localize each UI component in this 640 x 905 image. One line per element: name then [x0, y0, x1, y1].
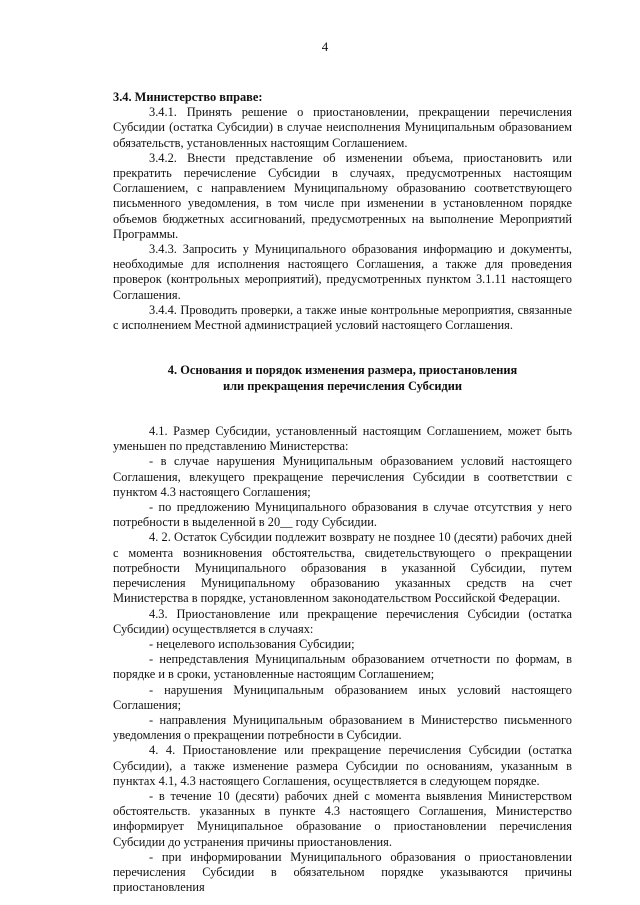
paragraph-4-3-item-4: - направления Муниципальным образованием в Министерство письменного уведомления о прекращении потребности в Субсидии.	[113, 712, 572, 743]
section-3-4-heading: 3.4. Министерство вправе:	[113, 90, 263, 104]
section-4-heading-line-1: 4. Основания и порядок изменения размера, приостановления	[167, 363, 518, 378]
paragraph-4-1-item-1: - в случае нарушения Муниципальным образованием условий настоящего Соглашения, влекущего прекращение перечисления Субсидии в соответствии с пунктом 4.3 настоящего Соглашения;	[113, 454, 572, 499]
section-gap	[113, 333, 572, 363]
paragraph-4-2: 4. 2. Остаток Субсидии подлежит возврату не позднее 10 (десяти) рабочих дней с момента возникновения обстоятельства, свидетельствующего о прекращении потребности Муниципального образования в указанной Субсидии, путем перечисления Муниципальному образованию указанных средств на счет Министерства в порядке, установленном законодательством Российской Федерации.	[113, 530, 572, 606]
paragraph-4-1: 4.1. Размер Субсидии, установленный настоящим Соглашением, может быть уменьшен по представлению Министерства:	[113, 424, 572, 454]
paragraph-4-1-item-2: - по предложению Муниципального образования в случае отсутствия у него потребности в выделенной в 20__ году Субсидии.	[113, 500, 572, 530]
paragraph-4-3-item-1: - нецелевого использования Субсидии;	[149, 636, 355, 651]
paragraph-4-3: 4.3. Приостановление или прекращение перечисления Субсидии (остатка Субсидии) осуществляется в случаях:	[113, 606, 572, 636]
paragraph-3-4-1: 3.4.1. Принять решение о приостановлении, прекращении перечисления Субсидии (остатка Субсидии) в случае неисполнения Муниципальным образованием обязательств, установленных настоящим Соглашением.	[113, 105, 572, 150]
paragraph-4-4-item-1: - в течение 10 (десяти) рабочих дней с момента выявления Министерством обстоятельств. указанных в пункте 4.3 настоящего Соглашения, Министерство информирует Муниципальное образование о приостановлении перечисления Субсидии до устранения причины приостановления.	[113, 788, 572, 849]
section-4-heading-line-2: или прекращения перечисления Субсидии	[222, 378, 463, 393]
paragraph-3-4-2: 3.4.2. Внести представление об изменении объема, приостановить или прекратить перечисление Субсидии в случаях, предусмотренных настоящим Соглашением, с направлением Муниципальному образованию соответствующего письменного уведомления, в том числе при изменении в установленном порядке объемов бюджетных ассигнований, предусмотренных на выполнение Мероприятий Программы.	[113, 150, 572, 241]
paragraph-4-3-item-3: - нарушения Муниципальным образованием иных условий настоящего Соглашения;	[113, 682, 572, 712]
paragraph-4-3-item-2: - непредставления Муниципальным образованием отчетности по формам, в порядке и в сроки, установленные настоящим Соглашением;	[113, 652, 572, 682]
page-number: 4	[321, 39, 329, 54]
paragraph-3-4-3: 3.4.3. Запросить у Муниципального образования информацию и документы, необходимые для исполнения настоящего Соглашения, а также для проведения проверок (контрольных мероприятий), предусмотренных пунктом 3.1.11 настоящего Соглашения.	[113, 242, 572, 302]
heading-gap	[113, 394, 572, 424]
paragraph-4-4: 4. 4. Приостановление или прекращение перечисления Субсидии (остатка Субсидии), а также изменение размера Субсидии по основаниям, указанным в пунктах 4.1, 4.3 настоящего Соглашения, осуществляется в следующем порядке.	[113, 743, 572, 788]
document-body	[113, 90, 572, 895]
paragraph-4-4-item-2: - при информировании Муниципального образования о приостановлении перечисления Субсидии в обязательном порядке указываются причины приостановления	[113, 849, 572, 895]
paragraph-3-4-4: 3.4.4. Проводить проверки, а также иные контрольные мероприятия, связанные с исполнением Местной администрацией условий настоящего Соглашения.	[113, 302, 572, 333]
